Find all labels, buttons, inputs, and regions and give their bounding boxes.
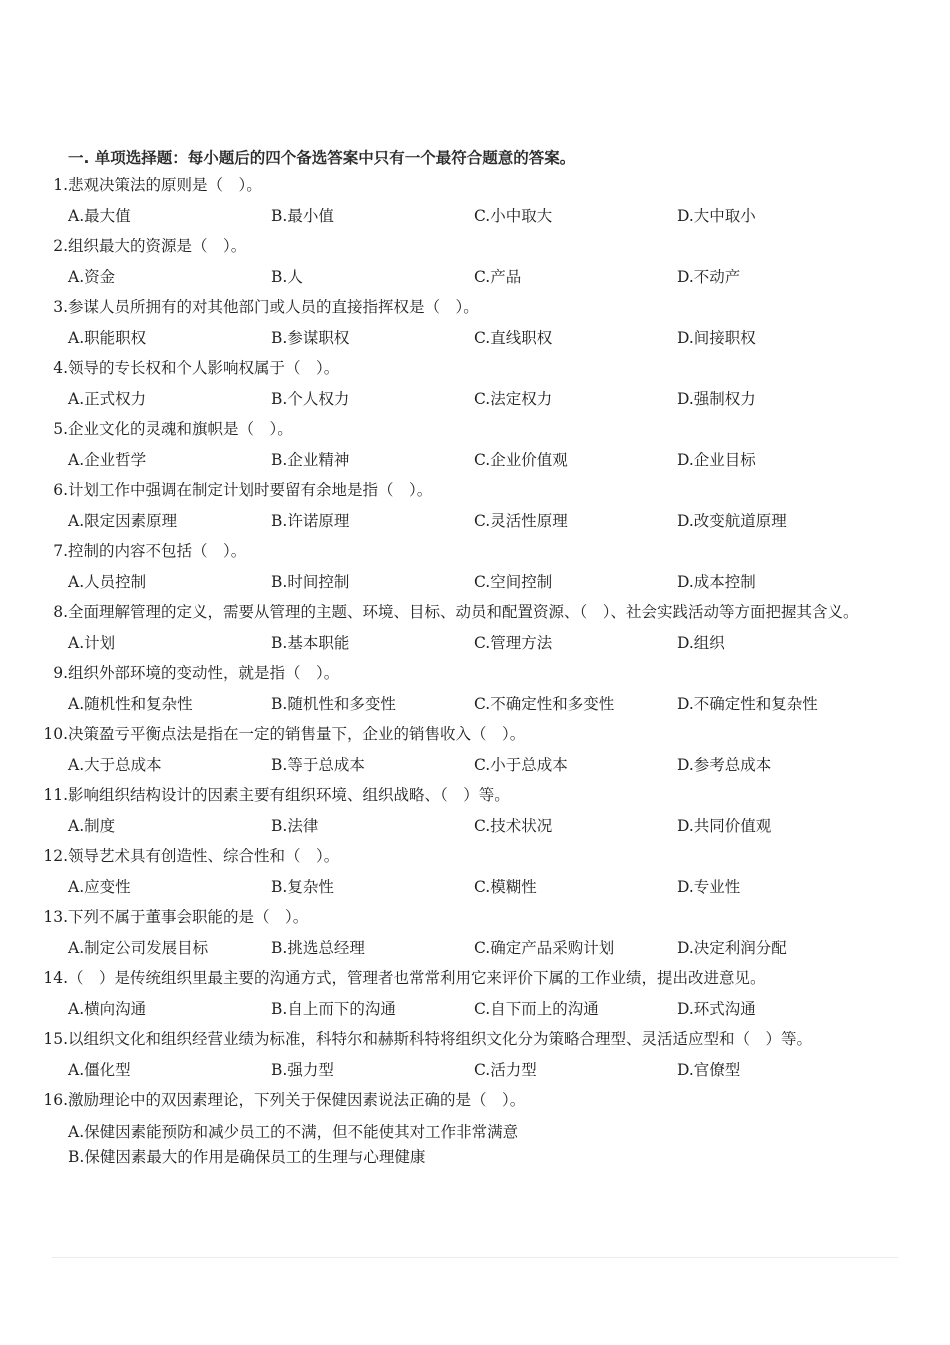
option-row [0, 263, 950, 294]
option-row [0, 446, 950, 477]
option-a: A.保健因素能预防和减少员工的不满，但不能使其对工作非常满意 [68, 1123, 519, 1141]
option-a: A.最大值 [68, 207, 131, 225]
option-c: C.不确定性和多变性 [474, 695, 615, 713]
question-stem [0, 721, 950, 751]
option-d: D.大中取小 [677, 207, 756, 225]
option-a: A.制度 [68, 817, 116, 835]
option-d: D.间接职权 [677, 329, 756, 347]
option-list [0, 1117, 950, 1170]
question-text: 激励理论中的双因素理论，下列关于保健因素说法正确的是（ ）。 [68, 1091, 526, 1109]
question-14 [0, 965, 950, 1026]
question-stem [0, 660, 950, 690]
option-row [0, 202, 950, 233]
option-row [0, 1056, 950, 1087]
option-a: A.大于总成本 [68, 756, 162, 774]
question-text: 组织最大的资源是（ ）。 [68, 237, 247, 255]
option-row [0, 751, 950, 782]
option-b: B.人 [271, 268, 303, 286]
question-text: 影响组织结构设计的因素主要有组织环境、组织战略、（ ）等。 [68, 786, 510, 804]
question-1 [0, 172, 950, 233]
option-a: A.资金 [68, 268, 116, 286]
option-c: C.模糊性 [474, 878, 537, 896]
option-d: D.组织 [677, 634, 725, 652]
option-b: B.自上而下的沟通 [271, 1000, 396, 1018]
option-c: C.管理方法 [474, 634, 553, 652]
question-stem [0, 355, 950, 385]
question-number: 3. [53, 298, 68, 316]
question-2 [0, 233, 950, 294]
option-d: D.专业性 [677, 878, 741, 896]
option-b: B.基本职能 [271, 634, 350, 652]
question-number: 4. [53, 359, 68, 377]
option-b: B.法律 [271, 817, 319, 835]
question-stem [0, 477, 950, 507]
option-d: D.强制权力 [677, 390, 756, 408]
option-row [0, 690, 950, 721]
question-stem [0, 1026, 950, 1056]
question-number: 13. [43, 908, 68, 926]
question-stem [0, 538, 950, 568]
option-c: C.企业价值观 [474, 451, 568, 469]
option-a: A.随机性和复杂性 [68, 695, 193, 713]
option-c: C.活力型 [474, 1061, 537, 1079]
option-b: B.挑选总经理 [271, 939, 365, 957]
option-row [0, 568, 950, 599]
question-number: 10. [43, 725, 68, 743]
option-a: A.横向沟通 [68, 1000, 147, 1018]
option-a: A.限定因素原理 [68, 512, 178, 530]
question-stem [0, 416, 950, 446]
option-b: B.随机性和多变性 [271, 695, 396, 713]
option-c: C.小于总成本 [474, 756, 568, 774]
question-stem [0, 599, 950, 629]
question-5 [0, 416, 950, 477]
question-stem [0, 233, 950, 263]
option-d: D.共同价值观 [677, 817, 772, 835]
option-b: B.保健因素最大的作用是确保员工的生理与心理健康 [68, 1148, 426, 1166]
question-11 [0, 782, 950, 843]
option-c: C.确定产品采购计划 [474, 939, 615, 957]
question-15 [0, 1026, 950, 1087]
question-number: 1. [53, 176, 68, 194]
option-c: C.小中取大 [474, 207, 553, 225]
question-16 [0, 1087, 950, 1170]
question-stem [0, 782, 950, 812]
question-stem [0, 1087, 950, 1117]
question-text: 企业文化的灵魂和旗帜是（ ）。 [68, 420, 293, 438]
option-a: A.计划 [68, 634, 116, 652]
option-b: B.时间控制 [271, 573, 350, 591]
page-bottom-divider [52, 1257, 898, 1258]
question-number: 7. [53, 542, 68, 560]
question-stem [0, 965, 950, 995]
option-d: D.不确定性和复杂性 [677, 695, 818, 713]
question-9 [0, 660, 950, 721]
question-number: 2. [53, 237, 68, 255]
option-row [0, 873, 950, 904]
option-c: C.空间控制 [474, 573, 553, 591]
question-number: 11. [43, 786, 68, 804]
option-row [0, 324, 950, 355]
option-b: B.等于总成本 [271, 756, 365, 774]
option-a: A.人员控制 [68, 573, 147, 591]
option-c: C.法定权力 [474, 390, 553, 408]
option-a: A.职能职权 [68, 329, 147, 347]
question-text: 参谋人员所拥有的对其他部门或人员的直接指挥权是（ ）。 [68, 298, 479, 316]
question-number: 6. [53, 481, 68, 499]
option-c: C.灵活性原理 [474, 512, 568, 530]
option-row [0, 812, 950, 843]
question-stem [0, 294, 950, 324]
option-c: C.技术状况 [474, 817, 553, 835]
option-row [0, 995, 950, 1026]
option-a: A.僵化型 [68, 1061, 131, 1079]
question-stem [0, 843, 950, 873]
option-b: B.最小值 [271, 207, 334, 225]
question-text: 领导艺术具有创造性、综合性和（ ）。 [68, 847, 340, 865]
option-a: A.正式权力 [68, 390, 147, 408]
option-b: B.强力型 [271, 1061, 334, 1079]
question-text: 悲观决策法的原则是（ ）。 [68, 176, 262, 194]
question-text: 领导的专长权和个人影响权属于（ ）。 [68, 359, 340, 377]
option-b: B.企业精神 [271, 451, 350, 469]
option-a: A.应变性 [68, 878, 131, 896]
question-7 [0, 538, 950, 599]
option-row [0, 507, 950, 538]
question-text: 下列不属于董事会职能的是（ ）。 [68, 908, 309, 926]
option-b: B.个人权力 [271, 390, 350, 408]
option-row [0, 385, 950, 416]
question-text: 决策盈亏平衡点法是指在一定的销售量下，企业的销售收入（ ）。 [68, 725, 526, 743]
option-d: D.企业目标 [677, 451, 756, 469]
option-row [0, 629, 950, 660]
option-a: A.制定公司发展目标 [68, 939, 209, 957]
section-title: 一. 单项选择题：每小题后的四个备选答案中只有一个最符合题意的答案。 [68, 149, 576, 167]
option-b: B.参谋职权 [271, 329, 350, 347]
question-number: 8. [53, 603, 68, 621]
question-text: 控制的内容不包括（ ）。 [68, 542, 247, 560]
option-d: D.不动产 [677, 268, 741, 286]
option-d: D.改变航道原理 [677, 512, 787, 530]
question-number: 14. [43, 969, 68, 987]
question-number: 15. [43, 1030, 68, 1048]
question-8 [0, 599, 950, 660]
question-stem [0, 172, 950, 202]
option-c: C.自下而上的沟通 [474, 1000, 599, 1018]
option-d: D.成本控制 [677, 573, 756, 591]
question-3 [0, 294, 950, 355]
question-4 [0, 355, 950, 416]
option-d: D.参考总成本 [677, 756, 772, 774]
option-d: D.官僚型 [677, 1061, 741, 1079]
question-text: （ ）是传统组织里最主要的沟通方式，管理者也常常利用它来评价下属的工作业绩，提出改进意见。 [68, 969, 766, 987]
question-text: 计划工作中强调在制定计划时要留有余地是指（ ）。 [68, 481, 433, 499]
question-text: 以组织文化和组织经营业绩为标准，科特尔和赫斯科特将组织文化分为策略合理型、灵活适应型和（ ）等。 [68, 1030, 813, 1048]
question-number: 5. [53, 420, 68, 438]
option-a: A.企业哲学 [68, 451, 147, 469]
question-number: 12. [43, 847, 68, 865]
question-12 [0, 843, 950, 904]
question-6 [0, 477, 950, 538]
option-b: B.复杂性 [271, 878, 334, 896]
question-10 [0, 721, 950, 782]
option-d: D.决定利润分配 [677, 939, 787, 957]
question-text: 组织外部环境的变动性，就是指（ ）。 [68, 664, 340, 682]
question-text: 全面理解管理的定义，需要从管理的主题、环境、目标、动员和配置资源、（ ）、社会实践活动等方面把握其含义。 [68, 603, 859, 621]
option-c: C.产品 [474, 268, 522, 286]
option-d: D.环式沟通 [677, 1000, 756, 1018]
question-number: 16. [43, 1091, 68, 1109]
option-row [0, 934, 950, 965]
question-list [0, 172, 950, 1170]
question-13 [0, 904, 950, 965]
option-b: B.许诺原理 [271, 512, 350, 530]
question-stem [0, 904, 950, 934]
question-number: 9. [53, 664, 68, 682]
option-c: C.直线职权 [474, 329, 553, 347]
